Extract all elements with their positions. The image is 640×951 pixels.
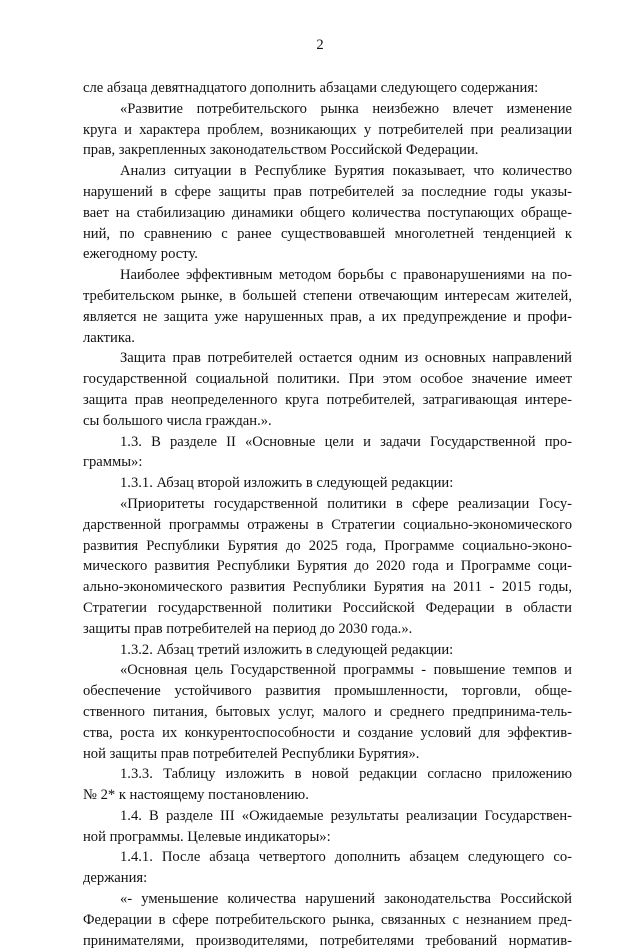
text-line: ально-экономического развития Республики Бурятия на 2011 - 2015 годы, [83, 579, 572, 596]
text-line: ной защиты прав потребителей Республики Бурятия». [83, 745, 420, 762]
paragraph-p14 [83, 889, 572, 951]
text-line: развития Республики Бурятия до 2025 года, Программе социально-эконо- [83, 537, 572, 554]
text-line: ственного питания, бытовых услуг, малого и среднего предпринима-тель- [83, 703, 572, 720]
text-line: 1.3.3. Таблицу изложить в новой редакции согласно приложению [120, 766, 572, 783]
text-line: нарушений в сфере защиты прав потребителей за последние годы указы- [83, 183, 572, 200]
text-line: прав, закрепленных законодательством Российской Федерации. [83, 142, 479, 159]
text-line: требительском рынке, в большей степени отвечающим интересам жителей, [83, 287, 572, 304]
text-line: держания: [83, 870, 148, 887]
text-line: «Приоритеты государственной политики в сфере реализации Госу- [120, 495, 572, 512]
text-line: Федерации в сфере потребительского рынка, связанных с незнанием пред- [83, 911, 572, 928]
text-line: Анализ ситуации в Республике Бурятия показывает, что количество [120, 163, 572, 180]
paragraph-p3 [83, 161, 572, 265]
paragraph-p12 [83, 806, 572, 848]
text-line: ежегодному росту. [83, 246, 198, 263]
text-line: «- уменьшение количества нарушений законодательства Российской [120, 891, 572, 908]
paragraph-p2 [83, 99, 572, 161]
text-line: № 2* к настоящему постановлению. [83, 787, 309, 804]
text-line: лактика. [83, 329, 135, 346]
text-line: обеспечение устойчивого развития промышленности, торговли, обще- [83, 683, 572, 700]
paragraph-p8 [83, 494, 572, 640]
text-line: Стратегии государственной политики Российской Федерации в области [83, 599, 572, 616]
text-line: принимателями, производителями, потребителями требований норматив- [83, 932, 572, 949]
text-line: сы большого числа граждан.». [83, 412, 272, 429]
text-line: 1.3.1. Абзац второй изложить в следующей редакции: [120, 475, 454, 492]
text-line: Защита прав потребителей остается одним из основных направлений [120, 350, 572, 367]
text-line: вает на стабилизацию динамики общего количества поступающих обраще- [83, 204, 572, 221]
paragraph-p4 [83, 265, 572, 348]
text-line: Наиболее эффективным методом борьбы с правонарушениями на по- [120, 267, 572, 284]
text-line: защиты прав потребителей на период до 2030 года.». [83, 620, 413, 637]
paragraph-p7 [83, 473, 572, 494]
text-line: сле абзаца девятнадцатого дополнить абзацами следующего содержания: [83, 80, 539, 96]
paragraph-p5 [83, 348, 572, 431]
text-line: дарственной программы отражены в Стратегии социально-экономического [83, 516, 572, 533]
text-line: 1.4. В разделе III «Ожидаемые результаты реализации Государствен- [120, 807, 572, 824]
text-line: государственной социальной политики. При этом особое значение имеет [83, 371, 572, 388]
text-line: 1.3.2. Абзац третий изложить в следующей редакции: [120, 641, 454, 658]
paragraph-p9 [83, 640, 572, 661]
document-body [83, 78, 572, 951]
text-line: 1.3. В разделе II «Основные цели и задачи Государственной про- [120, 433, 572, 450]
paragraph-p11 [83, 764, 572, 806]
text-line: 1.4.1. После абзаца четвертого дополнить абзацем следующего со- [120, 849, 572, 866]
paragraph-p10 [83, 660, 572, 764]
text-line: круга и характера проблем, возникающих у потребителей при реализации [83, 121, 572, 138]
text-line: ства, роста их конкурентоспособности и создание условий для эффектив- [83, 724, 572, 741]
text-line: является не защита уже нарушенных прав, а их предупреждение и профи- [83, 308, 572, 325]
text-line: ний, по сравнению с ранее существовавшей многолетней тенденцией к [83, 225, 572, 242]
page-number: 2 [316, 37, 324, 53]
text-line: защита прав неопределенного круга потребителей, затрагивающая интере- [83, 391, 572, 408]
paragraph-p13 [83, 847, 572, 889]
text-line: «Развитие потребительского рынка неизбежно влечет изменение [120, 100, 572, 117]
paragraph-p1 [83, 78, 572, 99]
text-line: граммы»: [83, 454, 143, 471]
text-line: мического развития Республики Бурятия до 2020 года и Программе соци- [83, 558, 572, 575]
text-line: ной программы. Целевые индикаторы»: [83, 828, 331, 845]
text-line: «Основная цель Государственной программы - повышение темпов и [120, 662, 572, 679]
paragraph-p6 [83, 432, 572, 474]
